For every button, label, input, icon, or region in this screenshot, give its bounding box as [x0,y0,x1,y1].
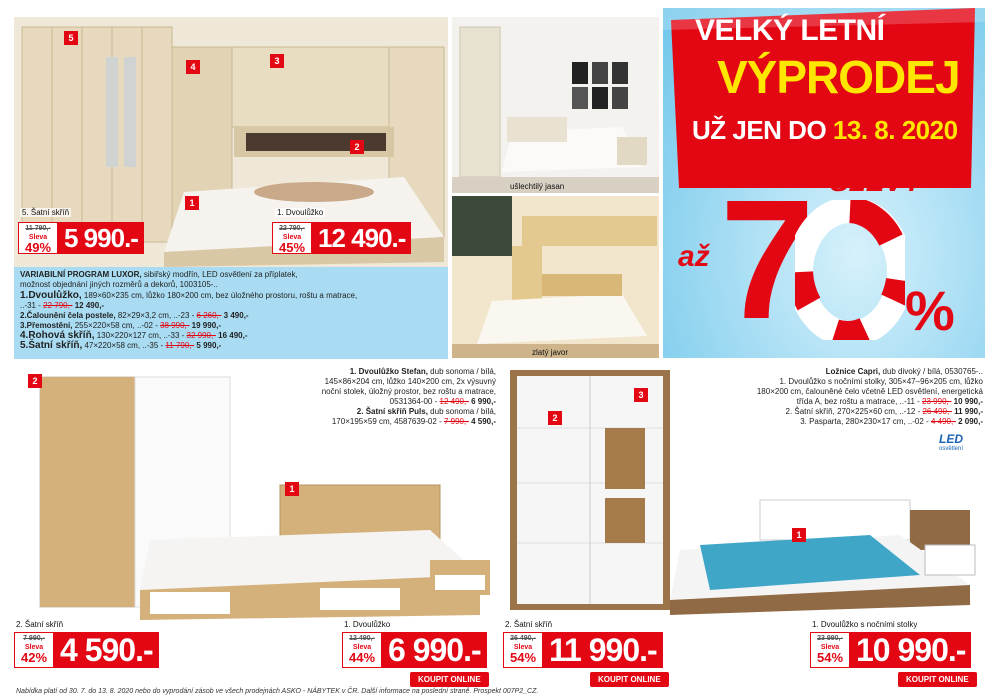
item-spec: 255×220×58 cm, ..-02 [72,321,153,330]
item-spec: 82×29×3,2 cm, ..-23 [115,311,190,320]
luxor-item-5: 5.Šatní skříň, 47×220×58 cm, ..-35 - 11 790,- 5 990,- [20,340,222,351]
desc-line: 3. Pasparta, 280×230×17 cm, ..-02 - [800,417,929,426]
luxor-title: VARIABILNÍ PROGRAM LUXOR, [20,270,142,279]
luxor-badge-4: 4 [186,60,200,74]
side-photo-maple [452,196,659,358]
discount-box [342,632,382,668]
item-spec: 130×220×127 cm, ..-33 [94,331,180,340]
luxor-item-4: 4.Rohová skříň, 130×220×127 cm, ..-33 - 32 990,- 16 490,- [20,330,248,341]
stefan-bed-photo [130,480,500,620]
item-name: 2.Čalounění čela postele, [20,311,116,320]
sleva-label: Sleva [28,234,48,241]
big-seven: 7 [720,165,815,355]
side-photo-ash [452,17,659,193]
old-price: 7 990,- [443,417,469,426]
old-price: 6 260,- [196,311,222,320]
hero-line3 [692,115,958,146]
capri-bed-buy-online-button[interactable]: KOUPIT ONLINE [898,672,977,687]
item-name: 5.Šatní skříň, [20,340,83,351]
old-price: 22 790,- [43,301,73,310]
sleva-label: Sleva [24,644,44,651]
led-badge [925,432,977,452]
stefan-description [268,367,496,427]
slevy-label [830,166,927,198]
sleva-label: Sleva [513,644,533,651]
luxor-line2: možnost objednání jiných rozměrů a dekorů, 1003105-.. [20,280,218,289]
led-text: LED [939,432,963,446]
old-price: 7 990,- [23,635,45,642]
discount-percent: 45% [278,240,306,255]
item-name: 3.Přemostění, [20,321,73,330]
discount-percent: 54% [816,650,844,665]
luxor-badge-3: 3 [270,54,284,68]
new-price: 3 490,- [223,311,249,320]
old-price: 12 490,- [349,635,375,642]
item-spec: 189×60×235 cm, lůžko 180×200 cm, bez úložného prostoru, roštu a matrace, [81,291,358,300]
new-price: 19 990,- [191,321,222,330]
luxor-label-bed: 1. Dvoulůžko [277,208,324,217]
new-price: 12 490,- [74,301,105,310]
new-price: 4 590,- [471,417,496,426]
luxor-description [20,270,445,351]
new-price: 11 990,- [954,407,983,416]
price: 4 590.- [54,632,159,668]
new-price: 16 490,- [218,331,248,340]
stefan-label-wardrobe: 2. Šatní skříň [16,620,64,629]
item-spec: 47×220×58 cm, ..-35 [82,341,159,350]
luxor-price-tag-bed [272,222,411,254]
desc-line: 0531364-00 - [389,397,438,406]
capri-wardrobe-buy-online-button[interactable]: KOUPIT ONLINE [590,672,669,687]
discount-box [18,222,58,254]
capri-title-rest: dub divoký / bílá, 0530765-.. [880,367,983,376]
stefan-title: 1. Dvoulůžko Stefan, [349,367,428,376]
discount-box [272,222,312,254]
luxor-item-1 [20,291,445,301]
percent-sign: % [905,279,955,342]
price: 5 990.- [58,222,144,254]
old-price: 26 490,- [922,407,952,416]
capri-label-wardrobe: 2. Šatní skříň [505,620,553,629]
stefan-wardrobe-title: 2. Šatní skříň Puls, [356,407,428,416]
az-label: až [678,240,710,273]
caption-maple: zlatý javor [532,348,569,357]
capri-price-tag-bed [810,632,971,668]
discount-percent: 49% [24,240,52,255]
capri-badge-wardrobe: 2 [548,411,562,425]
capri-wardrobe-photo [505,368,675,613]
luxor-item-1-price: ..-31 - 22 790,- 12 490,- [20,301,105,310]
stefan-buy-online-button[interactable]: KOUPIT ONLINE [410,672,489,687]
desc-line: 170×195×59 cm, 4587639-02 - [331,417,442,426]
capri-price-tag-wardrobe [503,632,663,668]
desc-line: 1. Dvoulůžko s nočními stolky, 305×47–96×205 cm, lůžko [779,377,983,386]
luxor-badge-1: 1 [185,196,199,210]
hero-line1: VELKÝ LETNÍ [695,14,885,47]
hero-until: UŽ JEN DO [692,115,827,145]
desc-line: třída A, bez roštu a matrace, ..-11 - [796,397,920,406]
old-price: 26 490,- [510,635,536,642]
old-price: 38 990,- [160,321,190,330]
old-price: 11 790,- [25,225,51,232]
capri-bed-photo [670,490,984,620]
sleva-label: Sleva [282,234,302,241]
discount-box [503,632,543,668]
capri-title: Ložnice Capri, [825,367,881,376]
old-price: 32 990,- [186,331,216,340]
lifebuoy-icon [795,200,905,340]
luxor-badge-2: 2 [350,140,364,154]
item-code: ..-31 [20,301,37,310]
luxor-item-2: 2.Čalounění čela postele, 82×29×3,2 cm, ..-23 - 6 260,- 3 490,- [20,311,249,320]
capri-description [700,367,983,427]
stefan-label-bed: 1. Dvoulůžko [344,620,391,629]
discount-box [810,632,850,668]
asterisk: * [921,167,928,184]
new-price: 5 990,- [196,341,222,350]
sleva-label: Sleva [820,644,840,651]
capri-badge-bed: 1 [792,528,806,542]
old-price: 23 990,- [922,397,952,406]
hero-line2: VÝPRODEJ [717,51,960,103]
price: 12 490.- [312,222,411,254]
capri-label-bed: 1. Dvoulůžko s nočními stolky [812,620,918,629]
footer-disclaimer: Nabídka platí od 30. 7. do 13. 8. 2020 nebo do vyprodání zásob ve všech prodejnách ASKO - NÁBYTEK v ČR. Další informace na poslední straně. Prospekt 007P2_CZ. [16,688,539,695]
luxor-price-tag-wardrobe [18,222,144,254]
stefan-price-tag-bed [342,632,487,668]
old-price: 12 490,- [439,397,469,406]
caption-ash: ušlechtilý jasan [510,182,565,191]
discount-percent: 42% [20,650,48,665]
price: 10 990.- [850,632,971,668]
old-price: 23 990,- [817,635,843,642]
capri-badge-pasparta: 3 [634,388,648,402]
price: 11 990.- [543,632,663,668]
desc-line: 2. Šatní skříň, 270×225×60 cm, ..-12 - [785,407,921,416]
desc-line: dub sonoma / bílá, [430,407,496,416]
luxor-label-wardrobe: 5. Šatní skříň [22,208,70,217]
discount-percent: 54% [509,650,537,665]
stefan-price-tag-wardrobe [14,632,159,668]
led-subtext: osvětlení [938,446,963,452]
discount-box [14,632,54,668]
old-price: 11 790,- [165,341,195,350]
old-price: 22 790,- [279,225,305,232]
item-name: 4.Rohová skříň, [20,330,95,341]
new-price: 6 990,- [471,397,496,406]
luxor-item-3: 3.Přemostění, 255×220×58 cm, ..-02 - 38 990,- 19 990,- [20,321,222,330]
new-price: 10 990,- [953,397,983,406]
desc-line: 145×86×204 cm, lůžko 140×200 cm, 2x výsuvný [324,377,496,386]
luxor-title-rest: sibiřský modřín, LED osvětlení za příplatek, [141,270,298,279]
item-name: 1.Dvoulůžko, [20,290,82,301]
desc-line: 180×200 cm, čalouněné čelo včetně LED osvětlení, energetická [756,387,983,396]
new-price: 2 090,- [958,417,983,426]
price: 6 990.- [382,632,487,668]
stefan-badge-bed: 1 [285,482,299,496]
luxor-badge-5: 5 [64,31,78,45]
hero-date: 13. 8. 2020 [832,115,958,145]
slevy-text: SLEVY [830,166,922,197]
desc-line: noční stolek, úložný prostor, bez roštu a matrace, [321,387,496,396]
old-price: 4 490,- [930,417,956,426]
desc-line: dub sonoma / bílá, [430,367,496,376]
discount-percent: 44% [348,650,376,665]
sleva-label: Sleva [352,644,372,651]
stefan-badge-wardrobe: 2 [28,374,42,388]
